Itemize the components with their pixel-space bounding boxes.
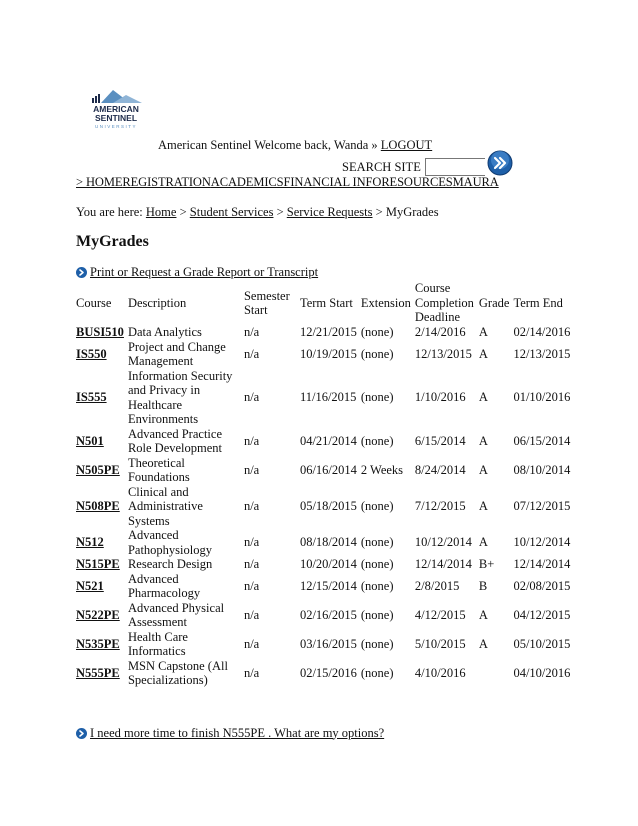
breadcrumb-service-requests[interactable]: Service Requests — [286, 205, 373, 219]
semester-start: n/a — [243, 346, 260, 361]
extension-question-link[interactable] — [76, 725, 384, 741]
table-row — [74, 369, 572, 427]
table-row — [74, 630, 572, 659]
col-description: Description — [127, 295, 187, 310]
completion-deadline: 2/14/2016 — [414, 325, 466, 339]
grade: A — [478, 462, 488, 477]
nav-item-resources[interactable]: RESOURCES — [381, 175, 453, 189]
grade: A — [478, 535, 488, 550]
semester-start: n/a — [243, 462, 260, 477]
semester-start: n/a — [243, 578, 260, 593]
term-start: 12/21/2015 — [299, 325, 357, 339]
table-row — [74, 325, 572, 340]
completion-deadline: 12/14/2014 — [414, 557, 472, 571]
completion-deadline: 6/15/2014 — [414, 433, 466, 448]
extension: (none) — [360, 346, 394, 361]
grade — [477, 659, 512, 688]
course-description: Advanced Pharmacology — [127, 571, 201, 600]
extension: (none) — [360, 499, 394, 513]
logo-text: SENTINEL — [94, 113, 138, 123]
completion-deadline: 7/12/2015 — [414, 499, 466, 513]
term-end: 10/12/2014 — [513, 535, 571, 550]
term-end: 01/10/2016 — [513, 390, 571, 405]
completion-deadline: 1/10/2016 — [414, 390, 466, 405]
arrow-right-icon — [76, 267, 87, 278]
extension: (none) — [360, 433, 394, 448]
table-row — [74, 427, 572, 456]
term-start: 03/16/2015 — [299, 636, 357, 651]
extension: (none) — [360, 557, 394, 571]
term-end: 02/14/2016 — [513, 325, 571, 339]
term-start: 04/21/2014 — [299, 433, 357, 448]
term-start: 10/20/2014 — [299, 557, 357, 571]
semester-start: n/a — [243, 535, 260, 550]
arrow-go-icon[interactable] — [487, 150, 513, 176]
term-end: 06/15/2014 — [513, 433, 571, 448]
term-start: 10/19/2015 — [299, 346, 357, 361]
breadcrumb-lead: You are here: — [76, 205, 143, 219]
course-code[interactable]: IS555 — [76, 390, 107, 405]
breadcrumb — [76, 205, 439, 220]
nav-item-financial-info[interactable]: FINANCIAL INFO — [283, 175, 382, 189]
table-row — [74, 659, 572, 688]
grade: A — [478, 636, 488, 651]
grade: B — [478, 578, 488, 593]
extension: (none) — [360, 665, 394, 680]
course-code[interactable]: N505PE — [76, 462, 120, 477]
grade: B+ — [478, 557, 495, 571]
extension: (none) — [360, 535, 394, 550]
term-end: 08/10/2014 — [513, 462, 571, 477]
col-term-end: Term End — [513, 295, 563, 310]
welcome-text: American Sentinel Welcome back, Wanda » — [158, 138, 378, 152]
term-end: 07/12/2015 — [513, 499, 571, 513]
term-end: 12/14/2014 — [513, 557, 571, 571]
breadcrumb-home[interactable]: Home — [145, 205, 177, 219]
col-completion-deadline: Course Completion Deadline — [414, 281, 474, 325]
table-header-row — [74, 281, 572, 325]
course-description: Advanced Pathophysiology — [127, 528, 212, 557]
course-code[interactable]: N555PE — [76, 665, 120, 680]
grades-table — [74, 281, 572, 688]
completion-deadline: 10/12/2014 — [414, 535, 472, 550]
nav-item-registration[interactable]: REGISTRATION — [122, 175, 211, 189]
breadcrumb-separator: > — [179, 205, 187, 219]
nav-item-academics[interactable]: ACADEMICS — [210, 175, 284, 189]
table-row — [74, 456, 572, 485]
course-description: Research Design — [127, 557, 213, 571]
semester-start: n/a — [243, 325, 260, 339]
course-description: Project and Change Management — [127, 339, 226, 368]
grade: A — [478, 390, 488, 405]
logout-link[interactable]: LOGOUT — [380, 138, 433, 152]
completion-deadline: 8/24/2014 — [414, 462, 466, 477]
term-start: 12/15/2014 — [299, 578, 357, 593]
term-end: 05/10/2015 — [513, 636, 571, 651]
logo-text: UNIVERSITY — [94, 124, 138, 129]
course-description: Data Analytics — [127, 325, 202, 339]
logo-bar — [92, 98, 94, 103]
site-search — [342, 150, 513, 176]
col-course: Course — [76, 295, 112, 310]
breadcrumb-separator: > — [375, 205, 383, 219]
completion-deadline: 12/13/2015 — [414, 346, 472, 361]
extension: (none) — [360, 578, 394, 593]
main-navigation — [76, 175, 499, 190]
course-description: Theoretical Foundations — [127, 455, 190, 484]
extension: 2 Weeks — [360, 462, 404, 477]
col-semester-start: Semester Start — [243, 288, 290, 317]
table-row — [74, 528, 572, 557]
grade: A — [478, 607, 488, 622]
semester-start: n/a — [243, 636, 260, 651]
course-description: Health Care Informatics — [127, 629, 188, 658]
term-start: 02/15/2016 — [299, 665, 357, 680]
extension-question-link-text[interactable]: I need more time to finish N555PE . What are my options? — [90, 725, 385, 740]
course-code[interactable]: N522PE — [76, 607, 120, 622]
table-row — [74, 557, 572, 572]
grade: A — [478, 325, 488, 339]
grade: A — [478, 499, 488, 513]
nav-item-maura[interactable]: MAURA — [452, 175, 499, 189]
course-code[interactable]: N521 — [76, 578, 104, 593]
print-request-link[interactable] — [76, 264, 318, 280]
logo-text: AMERICAN — [93, 104, 139, 114]
term-start: 06/16/2014 — [299, 462, 357, 477]
term-end: 12/13/2015 — [513, 346, 571, 361]
course-code[interactable]: N508PE — [76, 499, 120, 513]
table-row — [74, 485, 572, 529]
term-end: 04/10/2016 — [513, 665, 571, 680]
nav-item-home[interactable]: HOME — [85, 175, 123, 189]
course-code[interactable]: N535PE — [76, 636, 120, 651]
semester-start: n/a — [243, 433, 260, 448]
col-extension: Extension — [360, 295, 411, 310]
col-grade: Grade — [478, 295, 510, 310]
semester-start: n/a — [243, 607, 260, 622]
breadcrumb-student-services[interactable]: Student Services — [189, 205, 274, 219]
completion-deadline: 2/8/2015 — [414, 578, 460, 593]
semester-start: n/a — [243, 499, 260, 513]
semester-start: n/a — [243, 390, 260, 405]
search-label: SEARCH SITE — [342, 160, 421, 174]
course-code[interactable]: IS550 — [76, 346, 107, 361]
university-logo[interactable] — [80, 88, 152, 132]
grade: A — [478, 433, 488, 448]
print-request-link-text[interactable]: Print or Request a Grade Report or Transcript — [90, 264, 319, 279]
course-description: MSN Capstone (All Specializations) — [127, 658, 228, 687]
completion-deadline: 4/10/2016 — [414, 665, 466, 680]
term-end: 02/08/2015 — [513, 578, 571, 593]
semester-start: n/a — [243, 665, 260, 680]
table-row — [74, 601, 572, 630]
page-title: MyGrades — [76, 233, 149, 250]
term-start: 11/16/2015 — [299, 390, 357, 405]
course-code[interactable]: N512 — [76, 535, 104, 550]
course-description: Clinical and Administrative Systems — [127, 484, 203, 528]
breadcrumb-current: MyGrades — [385, 205, 439, 219]
semester-start: n/a — [243, 557, 260, 571]
col-term-start: Term Start — [299, 295, 353, 310]
grade: A — [478, 346, 488, 361]
logo-bar — [98, 94, 100, 103]
logo-bar — [95, 96, 97, 103]
extension: (none) — [360, 607, 394, 622]
term-start: 05/18/2015 — [299, 499, 357, 513]
extension: (none) — [360, 390, 394, 405]
search-input[interactable] — [425, 158, 485, 176]
course-code[interactable]: N515PE — [76, 557, 120, 571]
course-description: Advanced Physical Assessment — [127, 600, 225, 629]
table-row — [74, 572, 572, 601]
table-row — [74, 340, 572, 369]
completion-deadline: 4/12/2015 — [414, 607, 466, 622]
term-start: 02/16/2015 — [299, 607, 357, 622]
course-description: Advanced Practice Role Development — [127, 426, 223, 455]
term-start: 08/18/2014 — [299, 535, 357, 550]
extension: (none) — [360, 636, 394, 651]
breadcrumb-separator: > — [276, 205, 284, 219]
course-code[interactable]: BUSI510 — [76, 325, 124, 339]
arrow-right-icon — [76, 728, 87, 739]
course-description: Information Security and Privacy in Healthcare Environments — [127, 368, 233, 426]
course-code[interactable]: N501 — [76, 433, 104, 448]
nav-prefix: > — [76, 175, 86, 189]
term-end: 04/12/2015 — [513, 607, 571, 622]
completion-deadline: 5/10/2015 — [414, 636, 466, 651]
extension: (none) — [360, 325, 394, 339]
